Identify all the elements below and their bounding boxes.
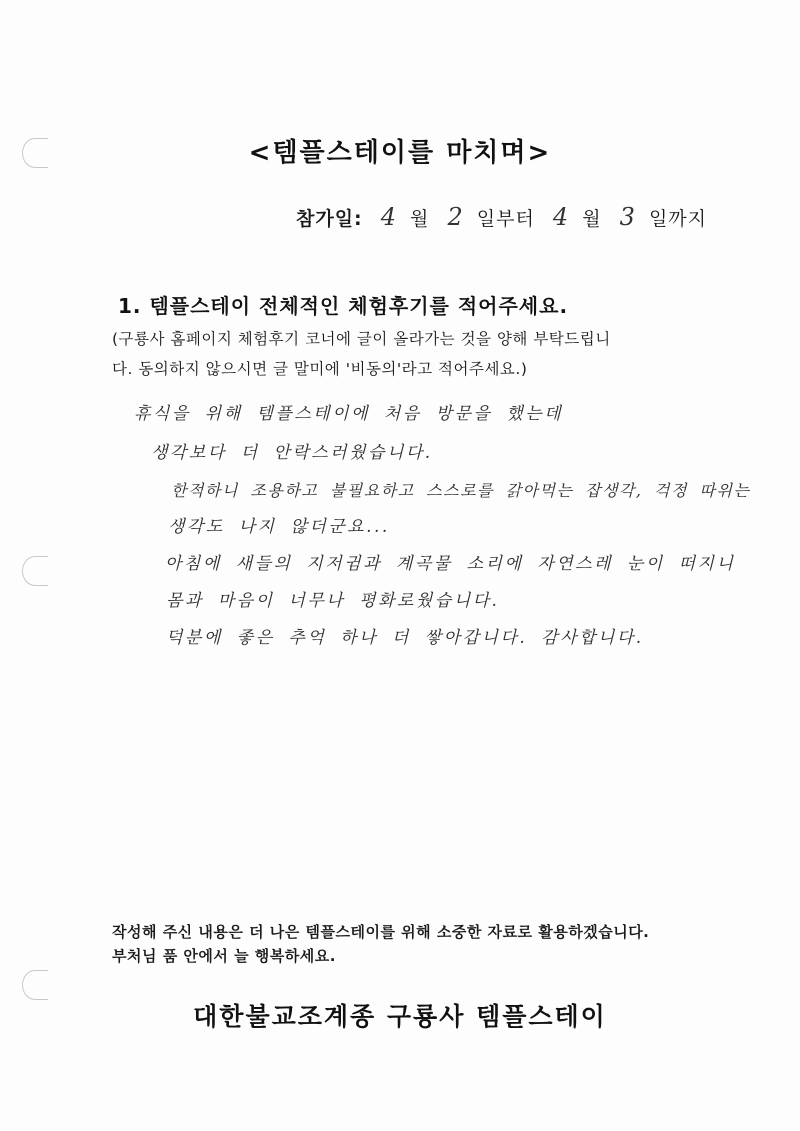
month-word-2: 월 (582, 208, 602, 230)
binder-hole-middle (22, 556, 48, 586)
question-1: 1. 템플스테이 전체적인 체험후기를 적어주세요. (118, 294, 569, 318)
day-word-2: 일까지 (648, 208, 708, 230)
participation-dates (296, 203, 707, 231)
dates-label: 참가일: (296, 208, 363, 230)
handwritten-answer-line: 몸과 마음이 너무나 평화로웠습니다. (166, 591, 500, 611)
handwritten-answer-line: 생각도 나지 않더군요... (168, 517, 390, 537)
consent-note-line: (구룡사 홈페이지 체험후기 코너에 글이 올라가는 것을 양해 부탁드립니 (112, 330, 611, 348)
form-title: <템플스테이를 마치며> (248, 138, 552, 168)
consent-note-line: 다. 동의하지 않으시면 글 말미에 '비동의'라고 적어주세요.) (112, 360, 528, 378)
handwritten-answer-line: 아침에 새들의 지저귐과 계곡물 소리에 자연스레 눈이 떠지니 (165, 554, 736, 574)
day-word-1: 일부터 (476, 208, 535, 230)
month-word-1: 월 (410, 208, 430, 230)
end-day-value: 3 (619, 203, 635, 231)
start-month-value: 4 (380, 203, 396, 231)
footer-blessing-line: 부처님 품 안에서 늘 행복하세요. (112, 947, 336, 965)
organization-name: 대한불교조계종 구룡사 템플스테이 (193, 1002, 607, 1031)
start-day-value: 2 (447, 203, 463, 231)
handwritten-answer-line: 생각보다 더 안락스러웠습니다. (151, 443, 433, 463)
binder-hole-bottom (22, 970, 48, 1000)
end-month-value: 4 (552, 203, 569, 231)
handwritten-answer-line: 덕분에 좋은 추억 하나 더 쌓아갑니다. 감사합니다. (166, 628, 644, 648)
handwritten-answer-line: 한적하니 조용하고 불필요하고 스스로를 갉아먹는 잡생각, 걱정 따위는 (171, 481, 751, 500)
handwritten-answer-line: 휴식을 위해 템플스테이에 처음 방문을 했는데 (134, 404, 564, 424)
footer-thanks-line: 작성해 주신 내용은 더 나은 템플스테이를 위해 소중한 자료로 활용하겠습니다. (112, 923, 650, 941)
